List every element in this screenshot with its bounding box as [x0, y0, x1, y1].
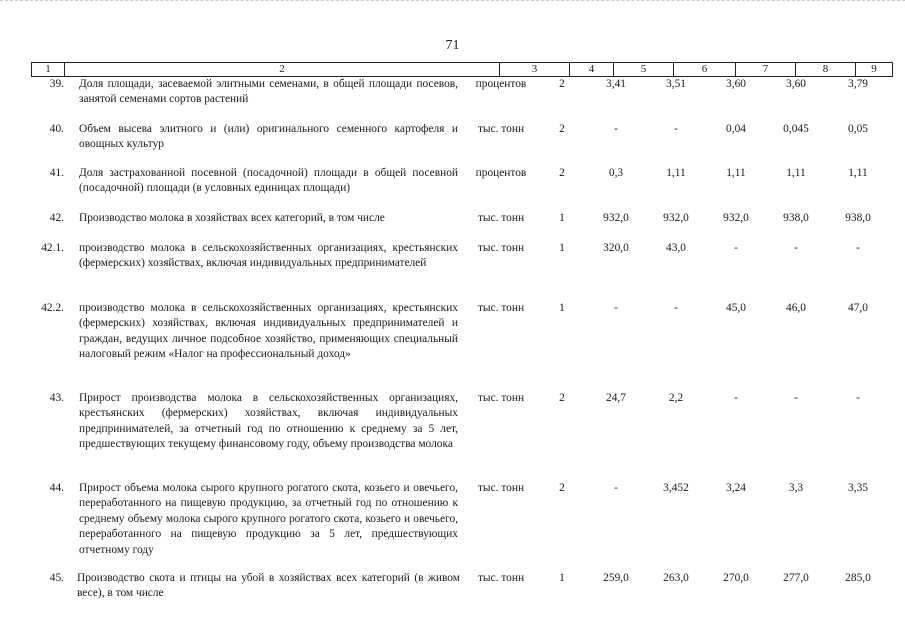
- page-number: 71: [445, 38, 460, 53]
- row-col-8: 1,11: [786, 167, 806, 179]
- row-unit: тыс. тонн: [477, 212, 525, 224]
- row-number: 42.1.: [41, 242, 64, 254]
- header-col-8: 8: [795, 63, 855, 76]
- row-number: 43.: [49, 392, 64, 404]
- row-indicator: Прирост производства молока в сельскохозяйственных организациях, крестьянских (фермерских) хозяйствах, включая индивидуальных предпринимателей, за отчетный год по отношению к среднему за 5 лет, предшествующих текущему финансовому году, объему производства молока: [79, 392, 458, 451]
- row-col-9: 3,79: [848, 78, 868, 90]
- row-indicator: производство молока в сельскохозяйственных организациях, крестьянских (фермерских) хозяйствах, включая индивидуальных предпринимателей и граждан, ведущих личное подсобное хозяйство, применяющих специальный налоговый режим «Налог на профессиональный доход»: [79, 302, 458, 361]
- row-col-7: 1,11: [726, 167, 746, 179]
- row-number: 45.: [49, 572, 64, 584]
- header-col-4: 4: [569, 63, 613, 76]
- row-col-5: 259,0: [603, 572, 629, 584]
- row-unit: тыс. тонн: [477, 482, 525, 494]
- row-col-4: 1: [559, 572, 565, 584]
- row-col-5: 932,0: [603, 212, 629, 224]
- row-col-7: 270,0: [723, 572, 749, 584]
- row-col-8: 277,0: [783, 572, 809, 584]
- row-col-9: 3,35: [848, 482, 868, 494]
- row-col-9: 285,0: [845, 572, 871, 584]
- row-col-8: 3,3: [788, 482, 804, 494]
- row-col-4: 1: [559, 302, 565, 314]
- row-col-8: -: [794, 242, 798, 254]
- row-indicator: Объем высева элитного и (или) оригинального семенного картофеля и овощных культур: [79, 123, 458, 151]
- row-indicator: Доля застрахованной посевной (посадочной) площади в общей посевной (посадочной) площади (в условных единицах площади): [79, 167, 458, 195]
- row-col-4: 2: [559, 482, 565, 494]
- row-indicator: Прирост объема молока сырого крупного рогатого скота, козьего и овечьего, переработанного на пищевую продукцию, за отчетный год по отношению к среднему объему молока сырого крупного рогатого скота, козьего и овечьего, переработанного на пищевую продукцию за 5 лет, предшествующих отчетному году: [79, 482, 458, 556]
- row-col-5: 320,0: [603, 242, 629, 254]
- header-col-5: 5: [613, 63, 673, 76]
- row-col-5: -: [614, 302, 618, 314]
- row-indicator: Доля площади, засеваемой элитными семенами, в общей площади посевов, занятой семенами сортов растений: [79, 78, 458, 106]
- row-col-8: 938,0: [783, 212, 809, 224]
- row-col-8: -: [794, 392, 798, 404]
- row-col-6: -: [674, 302, 678, 314]
- row-col-7: -: [734, 392, 738, 404]
- row-col-8: 3,60: [786, 78, 806, 90]
- header-col-6: 6: [673, 63, 735, 76]
- row-col-4: 1: [559, 212, 565, 224]
- row-unit: тыс. тонн: [477, 392, 525, 404]
- row-number: 41.: [49, 167, 64, 179]
- row-col-6: 932,0: [663, 212, 689, 224]
- table-header: [31, 62, 893, 77]
- row-col-8: 0,045: [783, 123, 809, 135]
- row-number: 42.2.: [41, 302, 64, 314]
- row-col-5: -: [614, 123, 618, 135]
- row-col-4: 2: [559, 167, 565, 179]
- row-unit: тыс. тонн: [477, 242, 525, 254]
- row-number: 40.: [49, 123, 64, 135]
- row-number: 44.: [49, 482, 64, 494]
- header-col-9: 9: [855, 63, 893, 76]
- row-col-8: 46,0: [786, 302, 806, 314]
- row-col-7: 0,04: [726, 123, 746, 135]
- row-col-4: 1: [559, 242, 565, 254]
- row-col-5: 24,7: [606, 392, 626, 404]
- row-col-6: 1,11: [666, 167, 686, 179]
- row-col-4: 2: [559, 392, 565, 404]
- row-col-7: 3,60: [726, 78, 746, 90]
- row-col-9: 938,0: [845, 212, 871, 224]
- row-unit: тыс. тонн: [477, 123, 525, 135]
- row-col-9: -: [856, 242, 860, 254]
- row-col-9: -: [856, 392, 860, 404]
- row-col-4: 2: [559, 123, 565, 135]
- row-col-4: 2: [559, 78, 565, 90]
- row-col-5: 3,41: [606, 78, 626, 90]
- row-indicator: производство молока в сельскохозяйственных организациях, крестьянских (фермерских) хозяйствах, включая индивидуальных предпринимателей: [79, 242, 458, 270]
- row-col-6: 2,2: [668, 392, 684, 404]
- header-col-7: 7: [735, 63, 795, 76]
- row-col-5: 0,3: [608, 167, 624, 179]
- header-col-3: 3: [499, 63, 569, 76]
- row-col-6: 263,0: [663, 572, 689, 584]
- row-indicator: Производство молока в хозяйствах всех категорий, в том числе: [79, 212, 385, 224]
- header-col-1: 1: [31, 63, 64, 76]
- row-col-7: 3,24: [726, 482, 746, 494]
- row-unit: процентов: [475, 78, 527, 90]
- row-number: 39.: [49, 78, 64, 90]
- row-col-7: 932,0: [723, 212, 749, 224]
- row-col-6: -: [674, 123, 678, 135]
- row-col-7: -: [734, 242, 738, 254]
- row-col-6: 3,452: [663, 482, 689, 494]
- row-col-9: 47,0: [848, 302, 868, 314]
- row-col-9: 1,11: [848, 167, 868, 179]
- row-col-7: 45,0: [726, 302, 746, 314]
- row-col-6: 43,0: [666, 242, 686, 254]
- top-divider: [0, 0, 905, 3]
- row-indicator: Производство скота и птицы на убой в хозяйствах всех категорий (в живом весе), в том числе: [77, 572, 460, 600]
- header-col-2: 2: [64, 63, 499, 76]
- row-col-6: 3,51: [666, 78, 686, 90]
- row-col-5: -: [614, 482, 618, 494]
- row-unit: тыс. тонн: [477, 302, 525, 314]
- row-number: 42.: [49, 212, 64, 224]
- row-col-9: 0,05: [848, 123, 868, 135]
- row-unit: тыс. тонн: [477, 572, 525, 584]
- row-unit: процентов: [475, 167, 527, 179]
